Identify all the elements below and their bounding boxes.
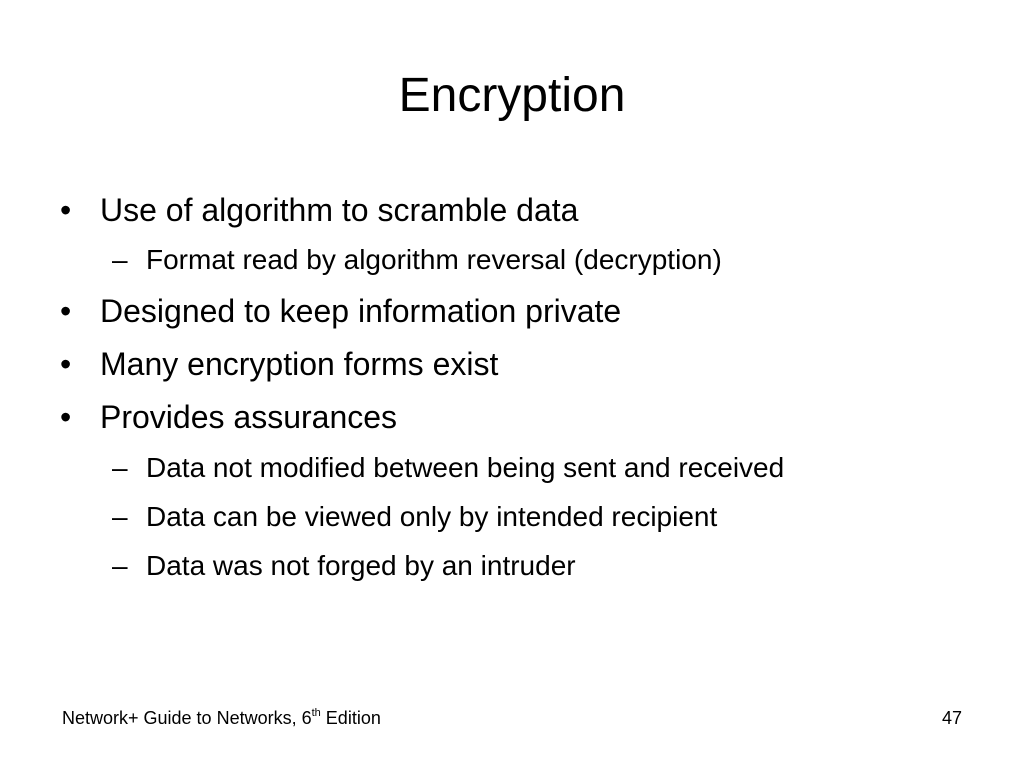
footer-text: Network+ Guide to Networks, 6 bbox=[62, 708, 312, 728]
bullet-marker: • bbox=[60, 192, 72, 228]
footer-edition: Edition bbox=[320, 708, 381, 728]
bullet-marker: • bbox=[60, 346, 72, 382]
sub-bullet-item bbox=[112, 243, 722, 277]
bullet-text: Use of algorithm to scramble data bbox=[100, 192, 579, 228]
dash-marker: – bbox=[112, 501, 128, 532]
bullet-item bbox=[60, 397, 397, 437]
sub-bullet-text: Data not modified between being sent and received bbox=[146, 452, 785, 483]
slide-title: Encryption bbox=[398, 69, 626, 122]
slide-footer bbox=[62, 706, 381, 730]
bullet-text: Designed to keep information private bbox=[100, 293, 622, 329]
bullet-text: Provides assurances bbox=[100, 399, 398, 435]
sub-bullet-item bbox=[112, 549, 576, 583]
page-number: 47 bbox=[941, 708, 962, 728]
sub-bullet-item bbox=[112, 451, 784, 485]
bullet-marker: • bbox=[60, 293, 72, 329]
sub-bullet-item bbox=[112, 500, 717, 534]
sub-bullet-text: Data can be viewed only by intended recipient bbox=[146, 501, 718, 532]
bullet-item bbox=[60, 344, 498, 384]
dash-marker: – bbox=[112, 550, 128, 581]
sub-bullet-text: Format read by algorithm reversal (decryption) bbox=[146, 244, 722, 275]
footer-superscript: th bbox=[311, 707, 321, 719]
dash-marker: – bbox=[112, 452, 128, 483]
sub-bullet-text: Data was not forged by an intruder bbox=[146, 550, 576, 581]
dash-marker: – bbox=[112, 244, 128, 275]
bullet-item bbox=[60, 291, 621, 331]
bullet-item bbox=[60, 190, 578, 230]
bullet-marker: • bbox=[60, 399, 72, 435]
bullet-text: Many encryption forms exist bbox=[100, 346, 499, 382]
